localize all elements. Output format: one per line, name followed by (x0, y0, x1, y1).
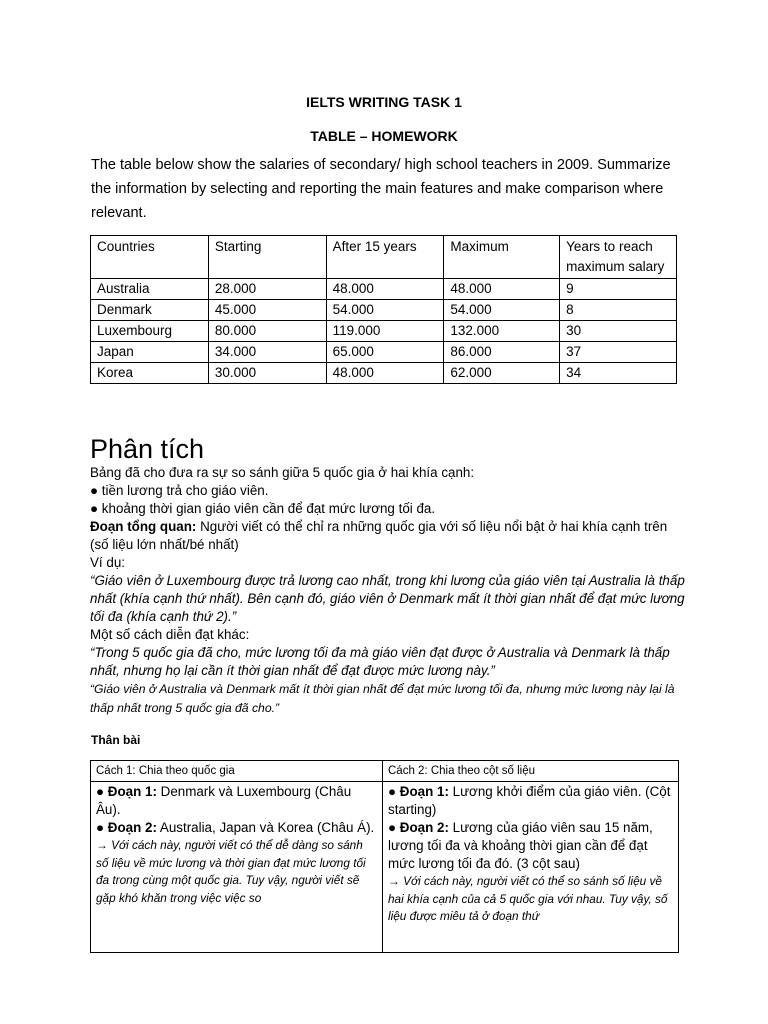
table-cell: 54.000 (326, 300, 444, 321)
table-cell: 48.000 (326, 363, 444, 384)
table-cell: 37 (560, 342, 677, 363)
table-cell: 62.000 (444, 363, 560, 384)
method-2-header: Cách 2: Chia theo cột số liệu (383, 761, 679, 782)
example-quote: “Giáo viên ở Luxembourg được trả lương cao nhất, trong khi lương của giáo viên tại Australia là thấp nhất (khía cạnh thứ nhất). Bên cạnh đó, giáo viên ở Denmark mất ít thời gian nhất để đạt mức lương tối đa (khía cạnh thứ 2).” (90, 573, 685, 624)
method-2-note: → Với cách này, người viết có thể so sánh số liệu về hai khía cạnh của cả 5 quốc gia với nhau. Tuy vậy, số liệu được miêu tả ở đoạn thứ (388, 874, 668, 923)
table-cell: 54.000 (444, 300, 560, 321)
header-starting: Starting (208, 236, 326, 279)
table-cell: Australia (91, 279, 209, 300)
table-header-row (91, 236, 677, 279)
analysis-intro: Bảng đã cho đưa ra sự so sánh giữa 5 quốc gia ở hai khía cạnh: (90, 465, 475, 480)
table-row (91, 342, 677, 363)
table-cell: 45.000 (208, 300, 326, 321)
table-cell: Luxembourg (91, 321, 209, 342)
example-label: Ví dụ: (90, 555, 125, 570)
table-cell: 30.000 (208, 363, 326, 384)
analysis-bullet: ● khoảng thời gian giáo viên cần để đạt mức lương tối đa. (90, 501, 436, 516)
paragraph-text: Lương khởi điểm của giáo viên. (Cột starting) (388, 784, 671, 817)
methods-content-row (91, 782, 679, 953)
table-cell: 132.000 (444, 321, 560, 342)
alternative-quote: “Trong 5 quốc gia đã cho, mức lương tối đa mà giáo viên đạt được ở Australia và Denmark là thấp nhất, nhưng họ lại cần ít thời gian nhất để đạt được mức lương này.” (90, 645, 670, 678)
document-subtitle: TABLE – HOMEWORK (310, 128, 458, 144)
table-cell: 9 (560, 279, 677, 300)
table-row (91, 321, 677, 342)
table-cell: 28.000 (208, 279, 326, 300)
table-cell: 48.000 (326, 279, 444, 300)
overview-label: Đoạn tổng quan: (90, 519, 197, 534)
header-years-to-max: Years to reach maximum salary (560, 236, 677, 279)
header-after-15-years: After 15 years (326, 236, 444, 279)
table-cell: 119.000 (326, 321, 444, 342)
paragraph-text: Australia, Japan và Korea (Châu Á). (156, 820, 375, 835)
overview-paragraph (90, 518, 688, 554)
table-cell: 80.000 (208, 321, 326, 342)
table-cell: 8 (560, 300, 677, 321)
document-title: IELTS WRITING TASK 1 (306, 94, 462, 110)
method-1-paragraph-2 (96, 819, 377, 837)
method-2-paragraph-1 (388, 783, 673, 819)
body-section-heading: Thân bài (91, 733, 141, 747)
analysis-section (90, 464, 688, 718)
overview-text: Người viết có thể chỉ ra những quốc gia với số liệu nổi bật ở hai khía cạnh trên (số liệu lớn nhất/bé nhất) (90, 519, 668, 552)
body-methods-table (90, 760, 679, 953)
table-row (91, 279, 677, 300)
method-1-paragraph-1 (96, 783, 377, 819)
paragraph-label: ● Đoạn 1: (388, 784, 449, 799)
paragraph-label: ● Đoạn 2: (388, 820, 449, 835)
table-cell: 65.000 (326, 342, 444, 363)
table-cell: 86.000 (444, 342, 560, 363)
methods-header-row (91, 761, 679, 782)
analysis-bullet: ● tiền lương trả cho giáo viên. (90, 483, 269, 498)
table-cell: 34.000 (208, 342, 326, 363)
table-cell: Denmark (91, 300, 209, 321)
header-maximum: Maximum (444, 236, 560, 279)
paragraph-text: Denmark và Luxembourg (Châu Âu). (96, 784, 352, 817)
task-prompt: The table below show the salaries of secondary/ high school teachers in 2009. Summarize the information by selecting and reporting the main features and make comparison where relevant. (91, 157, 671, 221)
table-cell: 34 (560, 363, 677, 384)
paragraph-label: ● Đoạn 1: (96, 784, 157, 799)
table-row (91, 300, 677, 321)
alternative-quote: “Giáo viên ở Australia và Denmark mất ít thời gian nhất để đạt mức lương tối đa, nhưng mức lương này lại là thấp nhất trong 5 quốc gia đã cho.” (90, 682, 675, 715)
method-1-header: Cách 1: Chia theo quốc gia (91, 761, 383, 782)
method-2-paragraph-2 (388, 819, 673, 873)
table-cell: Korea (91, 363, 209, 384)
table-cell: 48.000 (444, 279, 560, 300)
paragraph-label: ● Đoạn 2: (96, 820, 157, 835)
method-1-note: → Với cách này, người viết có thể dễ dàng so sánh số liệu về mức lương và thời gian đạt mức lương tối đa trong cùng một quốc gia. Tuy vậy, người viết sẽ gặp khó khăn trong việc việc so (96, 838, 366, 905)
method-2-content (383, 782, 679, 953)
alternatives-label: Một số cách diễn đạt khác: (90, 627, 250, 642)
paragraph-text: Lương của giáo viên sau 15 năm, lương tối đa và khoảng thời gian cần để đạt mức lương tối đa đó. (3 cột sau) (388, 820, 653, 871)
salary-table (90, 235, 677, 384)
table-cell: Japan (91, 342, 209, 363)
header-countries: Countries (91, 236, 209, 279)
analysis-heading: Phân tích (90, 434, 205, 464)
table-cell: 30 (560, 321, 677, 342)
method-1-content (91, 782, 383, 953)
table-row (91, 363, 677, 384)
